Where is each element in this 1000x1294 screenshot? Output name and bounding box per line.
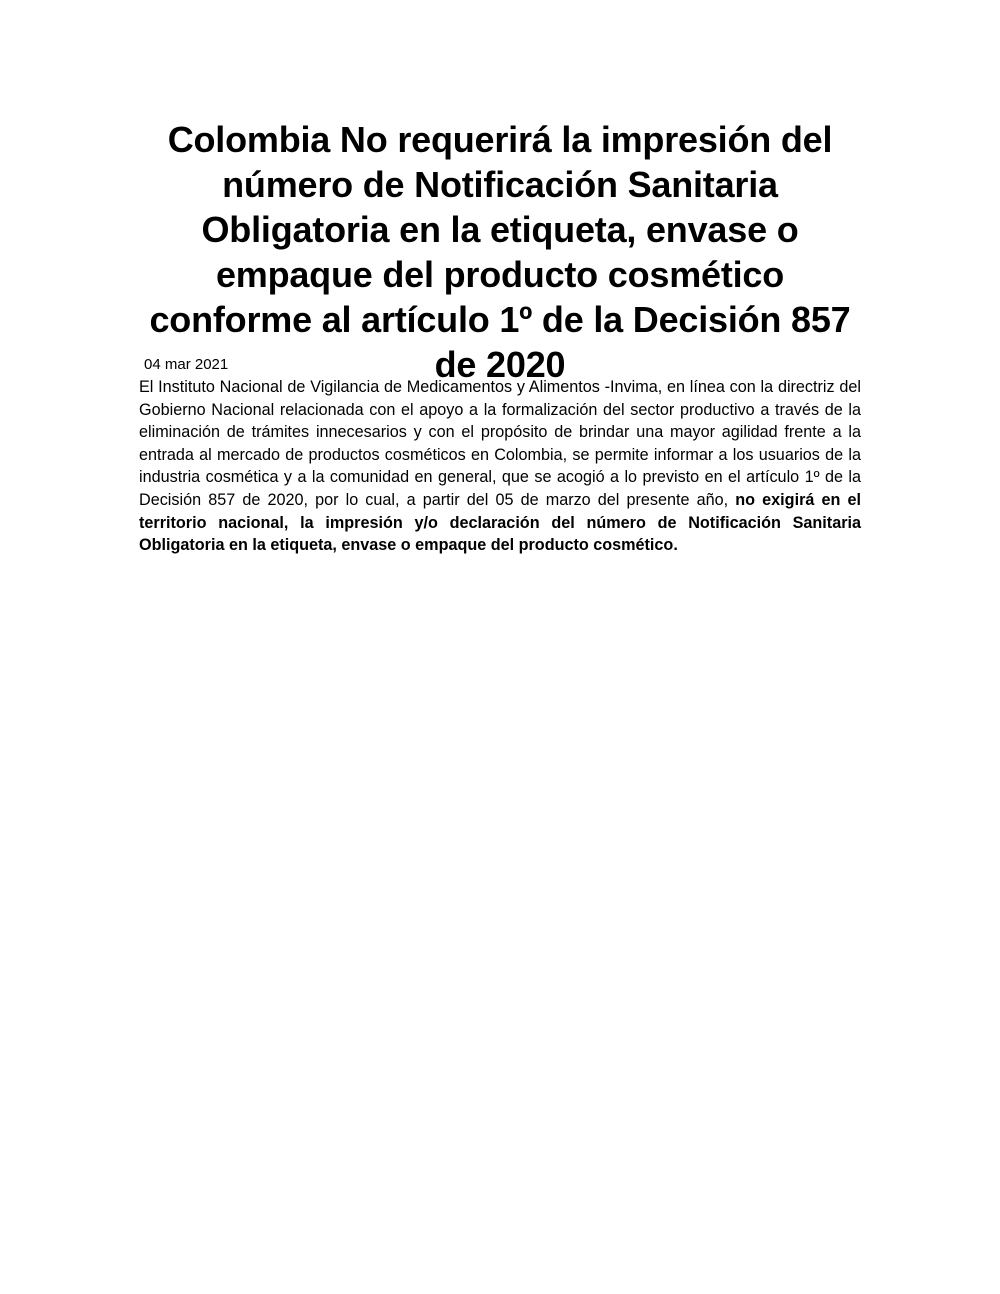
body-intro-text: El Instituto Nacional de Vigilancia de Medicamentos y Alimentos -Invima, en línea con la directriz del Gobierno Nacional relacionada con el apoyo a la formalización del sector productivo a través de la eliminación de trámites innecesarios y con el propósito de brindar una mayor agilidad frente a la entrada al mercado de productos cosméticos en Colombia, se permite informar a los usuarios de la industria cosmética y a la comunidad en general, que se acogió a lo previsto en el artículo 1º de la Decisión 857 de 2020, por lo cual, a partir del 05 de marzo del presente año,	[139, 378, 861, 509]
body-emphasis-text: no exigirá en el territorio nacional, la impresión y/o declaración del número de Notificación Sanitaria Obligatoria en la etiqueta, envase o empaque del producto cosmético.	[139, 490, 861, 555]
article-date: 04 mar 2021	[144, 356, 229, 373]
article-body	[139, 376, 861, 557]
article-title: Colombia No requerirá la impresión del número de Notificación Sanitaria Obligatoria en la etiqueta, envase o empaque del producto cosmético conforme al artículo 1º de la Decisión 857 de 2020	[149, 119, 851, 385]
